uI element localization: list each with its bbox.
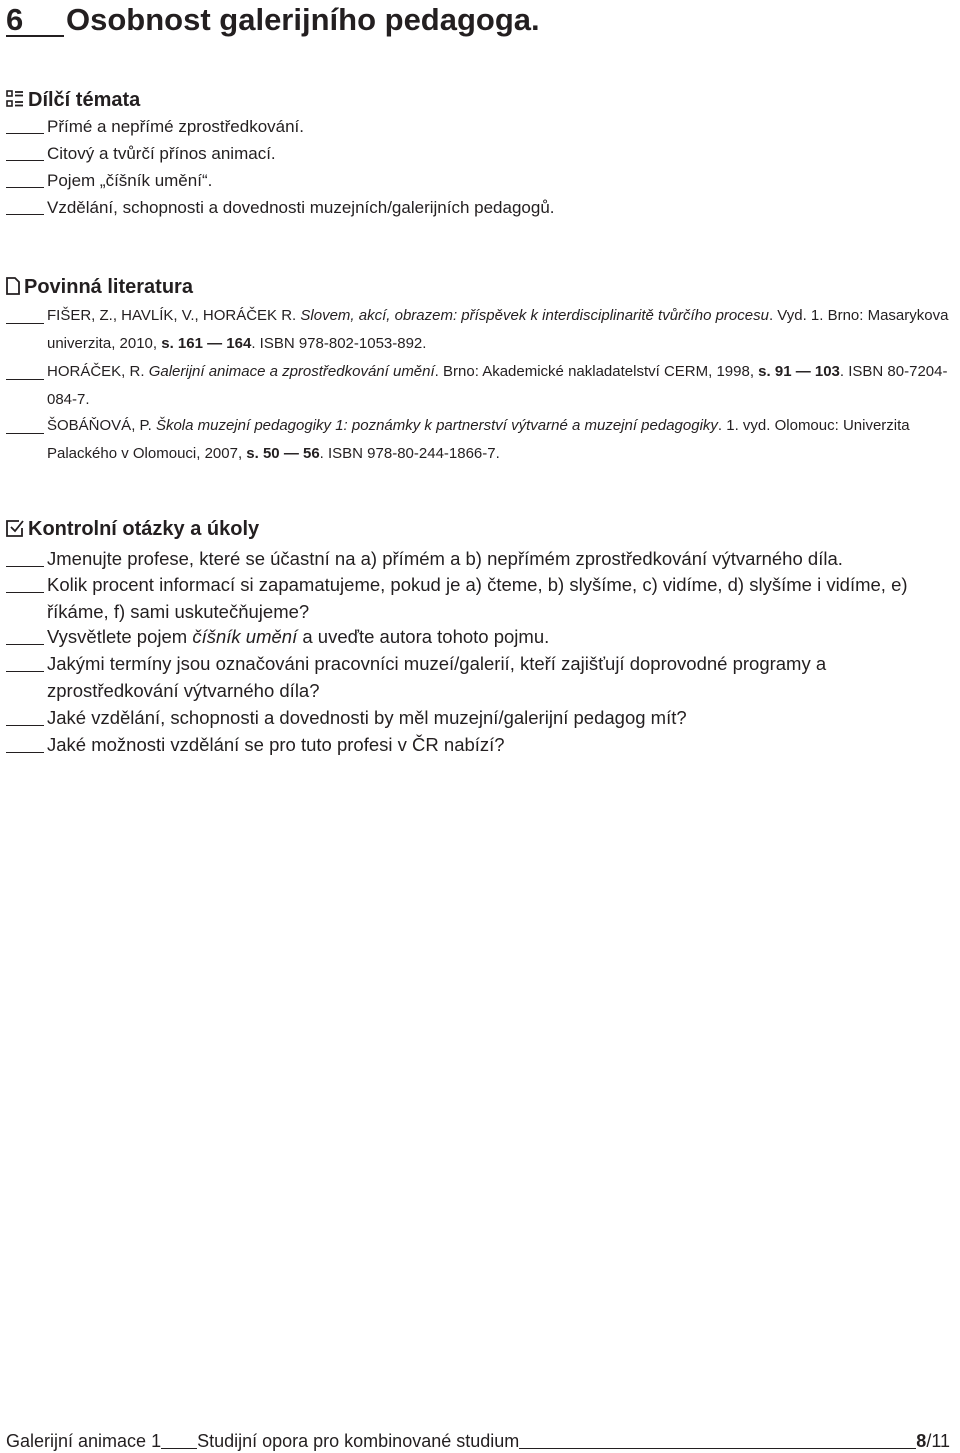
question-item: Jmenujte profese, které se účastní na a) přímém a b) nepřímém zprostředkování výtvarného díla. — [6, 545, 954, 572]
topics-heading-text: Dílčí témata — [28, 89, 141, 111]
topic-item: Pojem „číšník umění“. — [6, 168, 954, 194]
question-item: Vysvětlete pojem číšník umění a uveďte autora tohoto pojmu. — [6, 623, 954, 650]
footer-page-total: /11 — [926, 1431, 950, 1451]
topics-heading — [6, 88, 140, 112]
topic-item: Přímé a nepřímé zprostředkování. — [6, 114, 954, 140]
footer-course: Galerijní animace 1 — [6, 1431, 162, 1451]
page-footer — [6, 1430, 950, 1452]
question-item: Jakými termíny jsou označováni pracovníci muzeí/galerií, kteří zajišťují doprovodné programy a zprostředkování výtvarného díla? — [6, 650, 954, 704]
list-icon — [6, 90, 24, 108]
document-icon — [6, 277, 20, 295]
questions-heading — [6, 517, 259, 541]
question-item: Kolik procent informací si zapamatujeme, pokud je a) čteme, b) slyšíme, c) vidíme, d) slyšíme i vidíme, e) říkáme, f) sami uskutečňujeme? — [6, 571, 954, 625]
chapter-title-text: Osobnost galerijního pedagoga. — [66, 2, 540, 37]
chapter-title — [6, 0, 540, 40]
literature-item: HORÁČEK, R. Galerijní animace a zprostředkování umění. Brno: Akademické nakladatelství CERM, 1998, s. 91 — 103. ISBN 80-7204-084-7. — [6, 358, 954, 414]
checkbox-icon — [6, 519, 24, 537]
questions-heading-text: Kontrolní otázky a úkoly — [28, 518, 260, 540]
topic-item: Vzdělání, schopnosti a dovednosti muzejních/galerijních pedagogů. — [6, 195, 954, 221]
literature-item: ŠOBÁŇOVÁ, P. Škola muzejní pedagogiky 1: poznámky k partnerství výtvarné a muzejní pedagogiky. 1. vyd. Olomouc: Univerzita Palackého v Olomouci, 2007, s. 50 — 56. ISBN 978-80-244-1866-7. — [6, 412, 954, 468]
topic-item: Citový a tvůrčí přínos animací. — [6, 141, 954, 167]
literature-item: FIŠER, Z., HAVLÍK, V., HORÁČEK R. Slovem, akcí, obrazem: příspěvek k interdisciplinaritě tvůrčího procesu. Vyd. 1. Brno: Masarykova univerzita, 2010, s. 161 — 164. ISBN 978-802-1053-892. — [6, 302, 954, 358]
literature-heading-text: Povinná literatura — [24, 276, 193, 298]
footer-page-number: 8 — [916, 1431, 927, 1451]
question-item: Jaké možnosti vzdělání se pro tuto profesi v ČR nabízí? — [6, 731, 954, 758]
chapter-number: 6 — [6, 5, 64, 37]
question-item: Jaké vzdělání, schopnosti a dovednosti by měl muzejní/galerijní pedagog mít? — [6, 704, 954, 731]
literature-heading — [6, 275, 193, 299]
footer-material: Studijní opora pro kombinované studium — [197, 1431, 520, 1451]
